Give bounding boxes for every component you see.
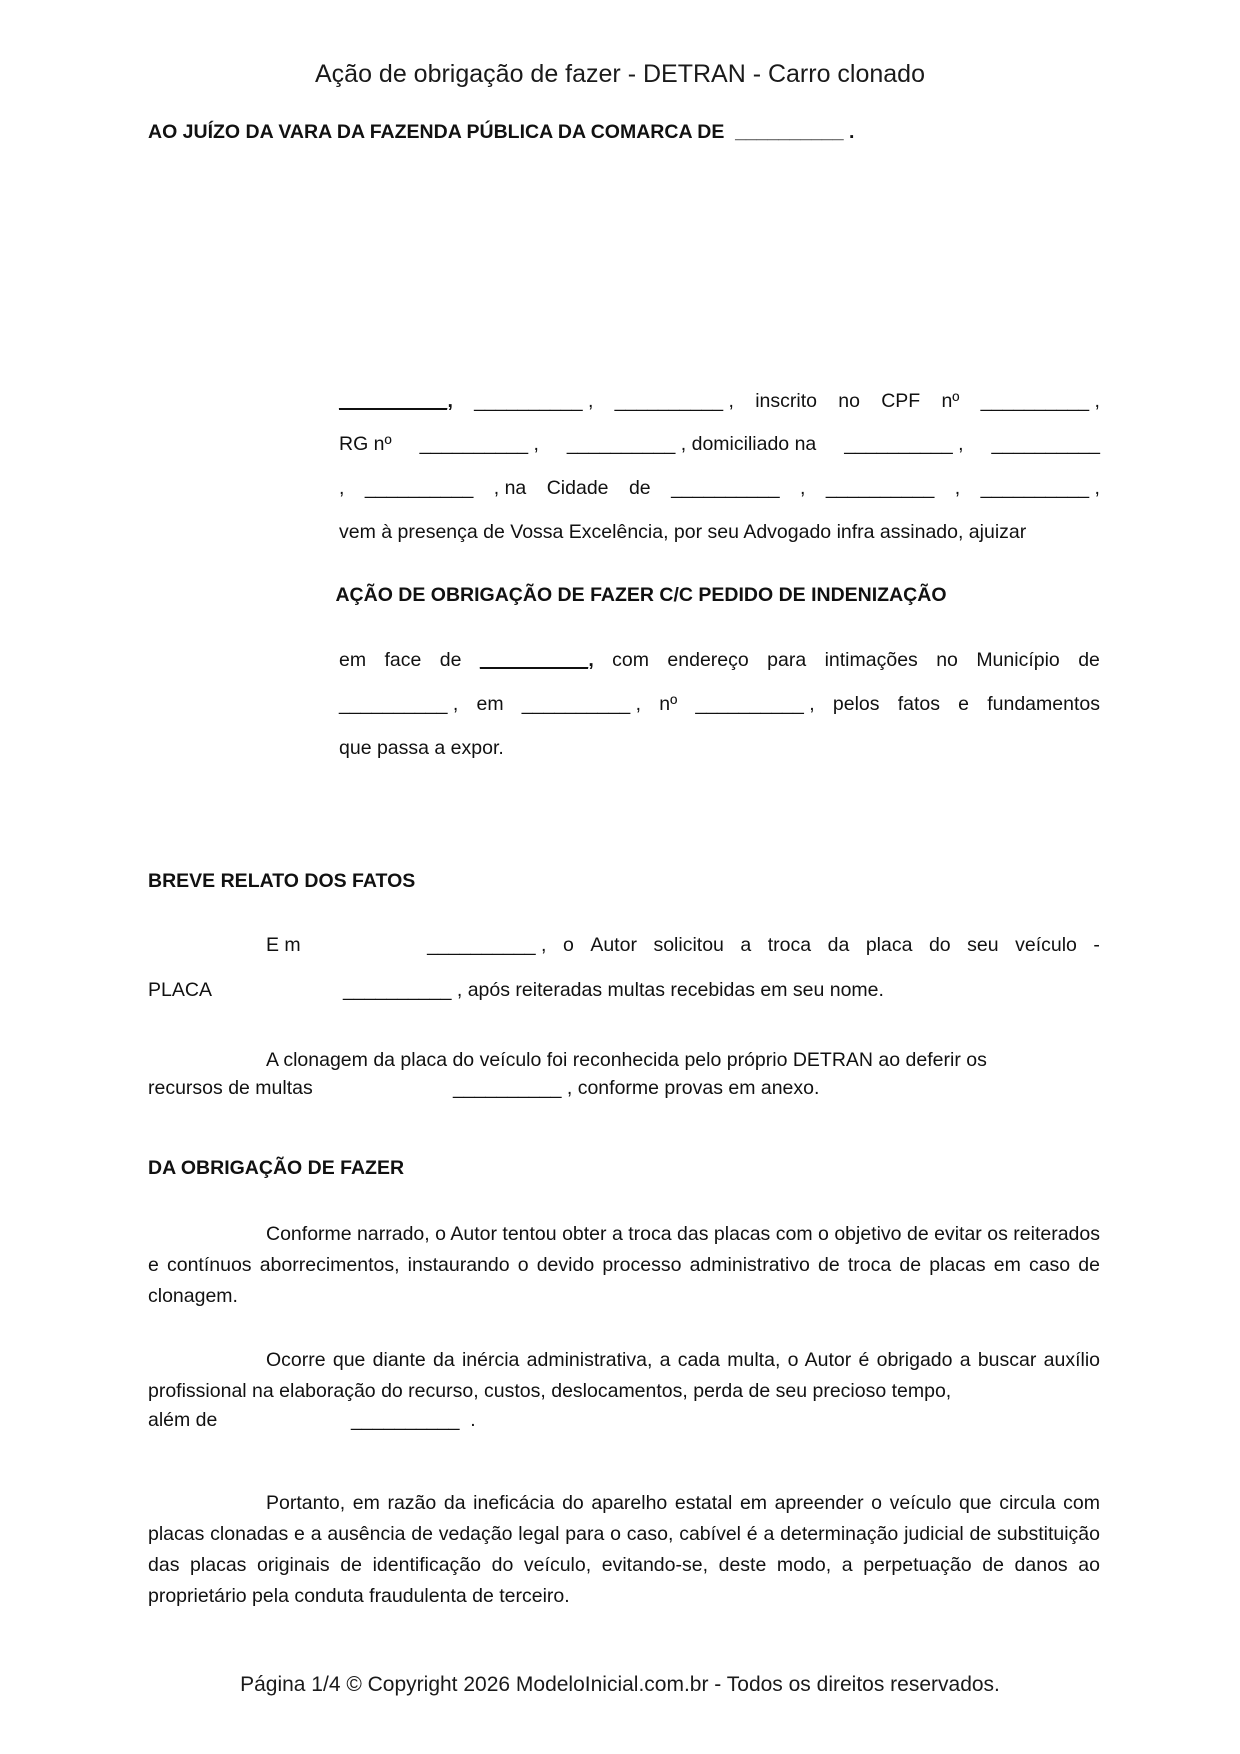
paragraph-text: Portanto, em razão da ineficácia do aparelho estatal em apreender o veículo que circula com placas clonadas e a ausência de vedação legal para o caso, cabível é a determinação judicial de substituição das placas originais de identificação do veículo, evitando-se, deste modo, a perpetuação de danos ao proprietário pela conduta fraudulenta de terceiro. xyxy=(148,1492,1100,1607)
text-word: , na xyxy=(493,477,527,499)
obligation-paragraph-3 xyxy=(148,1488,1100,1612)
text-run: além de xyxy=(148,1409,218,1431)
text-word: - xyxy=(1093,934,1100,956)
text-word: endereço xyxy=(667,649,749,671)
paragraph-text: A clonagem da placa do veículo foi reconhecida pelo próprio DETRAN ao deferir os xyxy=(266,1049,987,1071)
blank-field: __________ , xyxy=(844,433,964,455)
blank-field: __________ xyxy=(991,433,1100,455)
text-word: de xyxy=(628,477,651,499)
text-word: solicitou xyxy=(653,934,724,956)
text-word: face xyxy=(384,649,422,671)
blank-field: __________ , xyxy=(980,477,1100,499)
facts-paragraph-1-line-1 xyxy=(266,934,1100,957)
text-run: , conforme provas em anexo. xyxy=(566,1077,820,1099)
text-word: E m xyxy=(266,934,301,956)
blank-field: __________ , xyxy=(339,693,459,715)
blank-field: __________, xyxy=(339,390,453,412)
blank-field: __________ , xyxy=(614,390,734,412)
blank-field: __________ , xyxy=(419,433,539,455)
defendant-line-3: que passa a expor. xyxy=(339,737,504,759)
obligation-paragraph-2 xyxy=(148,1345,1100,1407)
text-word: pelos xyxy=(832,693,880,715)
facts-paragraph-2 xyxy=(148,1045,1100,1076)
addressee-text: AO JUÍZO DA VARA DA FAZENDA PÚBLICA DA COMARCA DE xyxy=(148,121,725,143)
text-word: veículo xyxy=(1015,934,1077,956)
action-title: AÇÃO DE OBRIGAÇÃO DE FAZER C/C PEDIDO DE INDENIZAÇÃO xyxy=(335,584,947,606)
text-word: placa xyxy=(865,934,913,956)
text-word: seu xyxy=(967,934,999,956)
text-word: no xyxy=(838,390,860,412)
defendant-line-1 xyxy=(339,649,1100,672)
blank-field: __________ xyxy=(453,1077,562,1099)
text-word: Município xyxy=(976,649,1060,671)
text-run: recursos de multas xyxy=(148,1077,313,1099)
text-word: CPF xyxy=(881,390,921,412)
qualification-line-4: vem à presença de Vossa Excelência, por seu Advogado infra assinado, ajuizar xyxy=(339,521,1027,543)
qualification-line-3 xyxy=(339,477,1100,500)
blank-field: __________ , xyxy=(980,390,1100,412)
text-word: nº xyxy=(941,390,960,412)
addressee-line xyxy=(148,121,854,144)
text-word: para xyxy=(767,649,807,671)
text-word: , xyxy=(799,477,806,499)
text-word: em xyxy=(339,649,367,671)
blank-field: __________ , xyxy=(427,934,547,956)
text-word: de xyxy=(439,649,462,671)
addressee-blank: __________ . xyxy=(735,121,855,143)
blank-field: __________ , xyxy=(474,390,594,412)
text-word: da xyxy=(827,934,850,956)
blank-field: __________ , xyxy=(521,693,642,715)
qualification-line-2 xyxy=(339,433,1100,456)
text-word: RG nº xyxy=(339,433,392,455)
blank-field: __________ xyxy=(364,477,474,499)
text-word: fundamentos xyxy=(987,693,1100,715)
text-word: e xyxy=(958,693,970,715)
text-word: em xyxy=(476,693,504,715)
blank-field: __________ xyxy=(825,477,935,499)
text-word: o xyxy=(562,934,574,956)
blank-field: __________ xyxy=(343,979,452,1001)
plate-label: PLACA xyxy=(148,979,212,1001)
text-word: do xyxy=(928,934,951,956)
blank-field: __________ xyxy=(671,477,780,499)
text-run: . xyxy=(470,1409,476,1431)
text-word: , xyxy=(954,477,961,499)
obligation-paragraph-1 xyxy=(148,1219,1100,1312)
text-word: com xyxy=(612,649,649,671)
paragraph-text: Ocorre que diante da inércia administrativa, a cada multa, o Autor é obrigado a buscar auxílio profissional na elaboração do recurso, custos, deslocamentos, perda de seu precioso tempo, xyxy=(148,1349,1100,1402)
section-heading-obligation: DA OBRIGAÇÃO DE FAZER xyxy=(148,1157,405,1179)
text-word: __________ , domiciliado na xyxy=(566,433,817,455)
text-word: , xyxy=(339,477,345,499)
text-word: a xyxy=(740,934,752,956)
qualification-line-1 xyxy=(339,390,1100,413)
text-word: intimações xyxy=(824,649,918,671)
paragraph-text: Conforme narrado, o Autor tentou obter a troca das placas com o objetivo de evitar os reiterados e contínuos aborrecimentos, instaurando o devido processo administrativo de troca de placas em caso de clonagem. xyxy=(148,1223,1100,1307)
text-run: , após reiteradas multas recebidas em seu nome. xyxy=(456,979,884,1001)
section-heading-facts: BREVE RELATO DOS FATOS xyxy=(148,870,416,892)
defendant-line-2 xyxy=(339,693,1100,716)
text-word: Cidade xyxy=(546,477,609,499)
blank-field: __________ , xyxy=(695,693,815,715)
obligation-paragraph-2-last-line xyxy=(148,1409,476,1432)
text-word: Autor xyxy=(590,934,637,956)
facts-paragraph-1-line-2 xyxy=(148,979,884,1002)
text-word: no xyxy=(936,649,958,671)
text-word: inscrito xyxy=(755,390,817,412)
text-word: troca xyxy=(767,934,812,956)
facts-paragraph-2-line-2 xyxy=(148,1077,819,1100)
page-footer: Página 1/4 © Copyright 2026 ModeloInicial.com.br - Todos os direitos reservados. xyxy=(240,1673,1000,1696)
text-word: de xyxy=(1078,649,1100,671)
text-word: nº xyxy=(659,693,678,715)
text-word: fatos xyxy=(897,693,940,715)
document-title: Ação de obrigação de fazer - DETRAN - Carro clonado xyxy=(314,60,925,88)
blank-field: __________, xyxy=(479,649,594,671)
blank-field: __________ xyxy=(351,1409,460,1431)
